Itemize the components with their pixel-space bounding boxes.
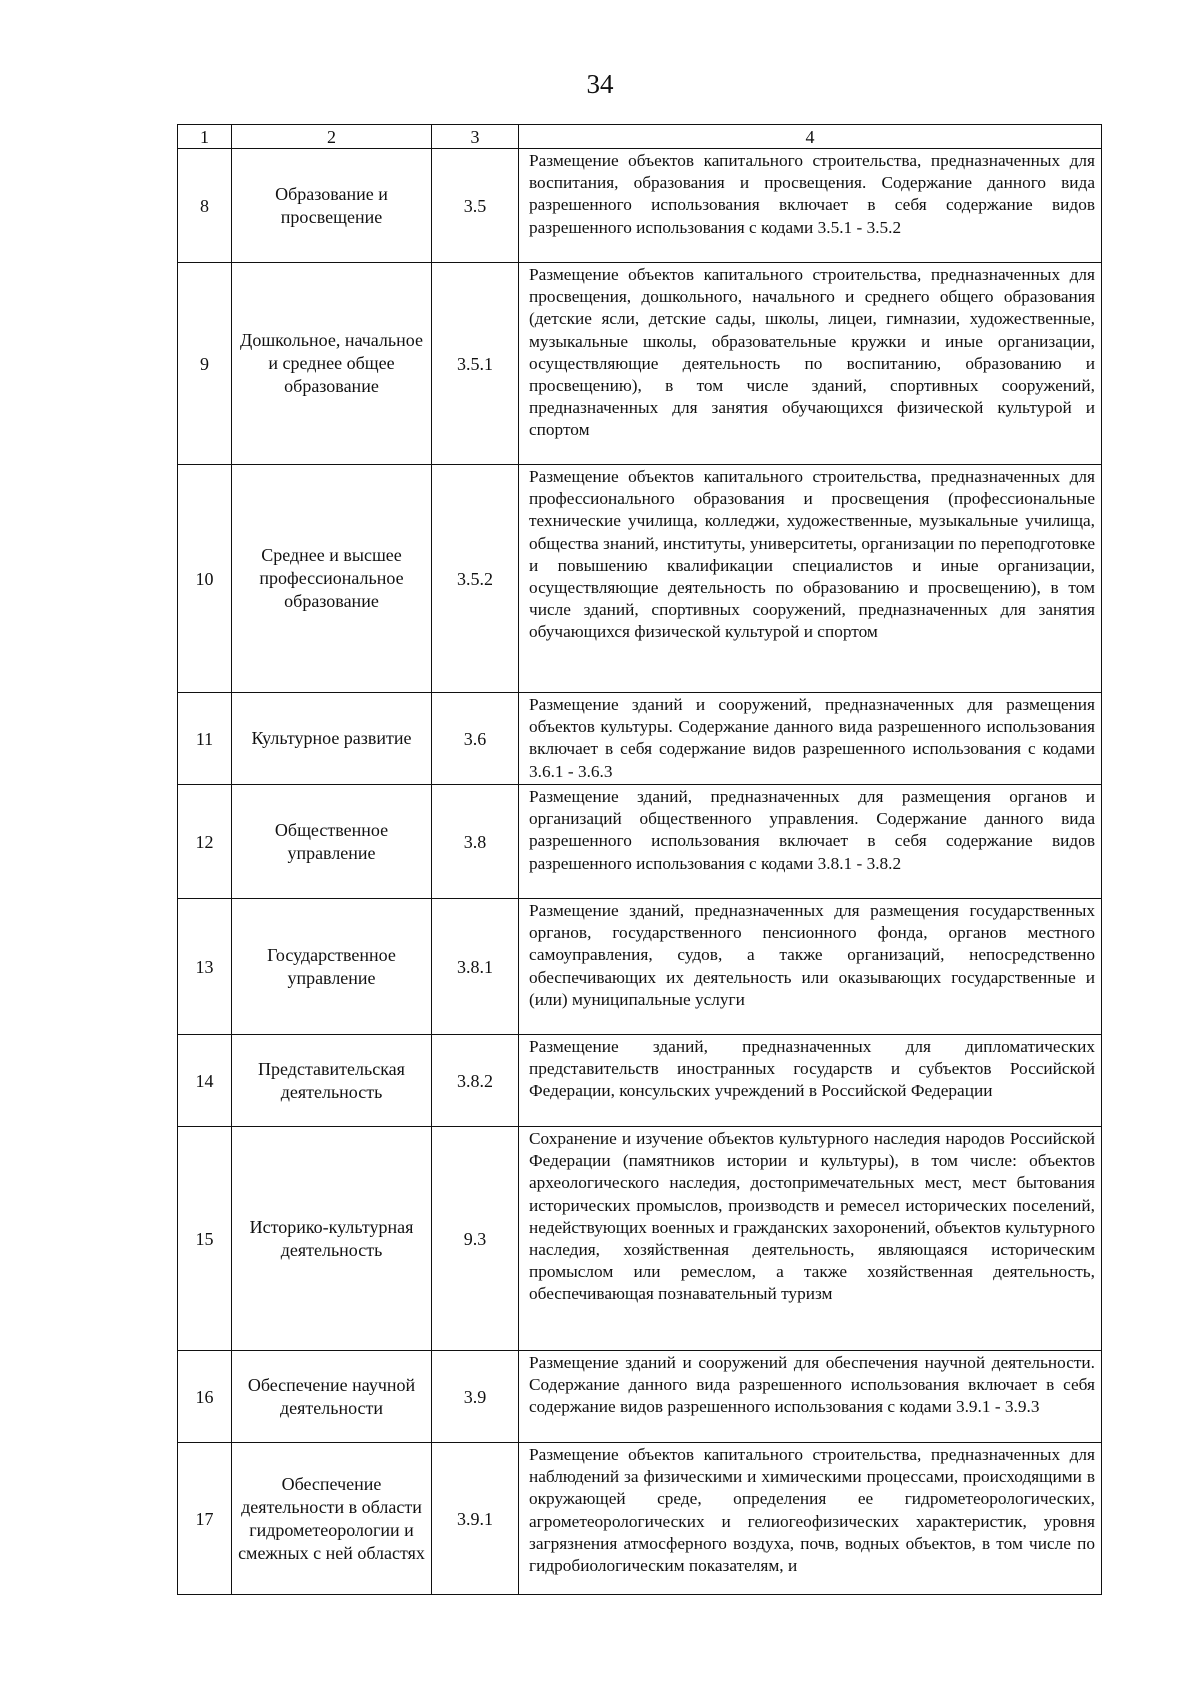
header-cell-2: 2	[232, 125, 432, 149]
land-use-code: 3.5	[432, 149, 519, 263]
land-use-code: 3.6	[432, 693, 519, 785]
table-row	[178, 785, 1102, 899]
header-cell-3: 3	[432, 125, 519, 149]
land-use-code: 3.8.2	[432, 1035, 519, 1127]
land-use-name: Обеспечение деятельности в области гидрометеорологии и смежных с ней областях	[232, 1443, 432, 1595]
land-use-name: Дошкольное, начальное и среднее общее образование	[232, 263, 432, 465]
row-number: 9	[178, 263, 232, 465]
row-number: 15	[178, 1127, 232, 1351]
land-use-name: Обеспечение научной деятельности	[232, 1351, 432, 1443]
land-use-description: Размещение объектов капитального строительства, предназначенных для просвещения, дошкольного, начального и среднего общего образования (детские ясли, детские сады, школы, лицеи, гимназии, художественные, музыкальные школы, образовательные кружки и иные организации, осуществляющие деятельность по воспитанию, образованию и просвещению), в том числе зданий, спортивных сооружений, предназначенных для занятия обучающихся физической культурой и спортом	[519, 263, 1102, 465]
land-use-description: Размещение объектов капитального строительства, предназначенных для воспитания, образования и просвещения. Содержание данного вида разрешенного использования включает в себя содержание видов разрешенного использования с кодами 3.5.1 - 3.5.2	[519, 149, 1102, 263]
row-number: 12	[178, 785, 232, 899]
land-use-description: Размещение объектов капитального строительства, предназначенных для наблюдений за физическими и химическими процессами, происходящими в окружающей среде, определения ее гидрометеорологических, агрометеорологических и гелиогеофизических характеристик, уровня загрязнения атмосферного воздуха, почв, водных объектов, в том числе по гидробиологическим показателям, и	[519, 1443, 1102, 1595]
table-row	[178, 1351, 1102, 1443]
land-use-code: 3.9.1	[432, 1443, 519, 1595]
row-number: 13	[178, 899, 232, 1035]
land-use-code: 3.8	[432, 785, 519, 899]
land-use-code: 3.5.1	[432, 263, 519, 465]
table-row	[178, 1127, 1102, 1351]
land-use-name: Общественное управление	[232, 785, 432, 899]
row-number: 14	[178, 1035, 232, 1127]
table-row	[178, 693, 1102, 785]
table-header-row	[178, 125, 1102, 149]
land-use-description: Размещение зданий и сооружений, предназначенных для размещения объектов культуры. Содержание данного вида разрешенного использования включает в себя содержание видов разрешенного использования с кодами 3.6.1 - 3.6.3	[519, 693, 1102, 785]
row-number: 11	[178, 693, 232, 785]
land-use-description: Размещение объектов капитального строительства, предназначенных для профессионального образования и просвещения (профессиональные технические училища, колледжи, художественные, музыкальные училища, общества знаний, институты, университеты, организации по переподготовке и повышению квалификации специалистов и иные организации, осуществляющие деятельность по образованию и просвещению), в том числе зданий, спортивных сооружений, предназначенных для занятия обучающихся физической культурой и спортом	[519, 465, 1102, 693]
land-use-description: Размещение зданий, предназначенных для размещения государственных органов, государственного пенсионного фонда, органов местного самоуправления, судов, а также организаций, непосредственно обеспечивающих их деятельность или оказывающих государственные и (или) муниципальные услуги	[519, 899, 1102, 1035]
land-use-description: Размещение зданий, предназначенных для дипломатических представительств иностранных государств и субъектов Российской Федерации, консульских учреждений в Российской Федерации	[519, 1035, 1102, 1127]
table-row	[178, 465, 1102, 693]
land-use-code: 3.8.1	[432, 899, 519, 1035]
row-number: 16	[178, 1351, 232, 1443]
land-use-name: Образование и просвещение	[232, 149, 432, 263]
land-use-name: Культурное развитие	[232, 693, 432, 785]
land-use-name: Среднее и высшее профессиональное образование	[232, 465, 432, 693]
row-number: 10	[178, 465, 232, 693]
row-number: 17	[178, 1443, 232, 1595]
header-cell-1: 1	[178, 125, 232, 149]
row-number: 8	[178, 149, 232, 263]
land-use-description: Размещение зданий и сооружений для обеспечения научной деятельности. Содержание данного вида разрешенного использования включает в себя содержание видов разрешенного использования с кодами 3.9.1 - 3.9.3	[519, 1351, 1102, 1443]
page-number: 34	[586, 69, 614, 99]
header-cell-4: 4	[519, 125, 1102, 149]
land-use-code: 9.3	[432, 1127, 519, 1351]
table-row	[178, 899, 1102, 1035]
land-use-name: Представительская деятельность	[232, 1035, 432, 1127]
land-use-description: Размещение зданий, предназначенных для размещения органов и организаций общественного управления. Содержание данного вида разрешенного использования включает в себя содержание видов разрешенного использования с кодами 3.8.1 - 3.8.2	[519, 785, 1102, 899]
table-row	[178, 1443, 1102, 1595]
land-use-name: Государственное управление	[232, 899, 432, 1035]
land-use-name: Историко-культурная деятельность	[232, 1127, 432, 1351]
table-row	[178, 149, 1102, 263]
land-use-code: 3.9	[432, 1351, 519, 1443]
table-row	[178, 263, 1102, 465]
land-use-description: Сохранение и изучение объектов культурного наследия народов Российской Федерации (памятников истории и культуры), в том числе: объектов археологического наследия, достопримечательных мест, мест бытования исторических промыслов, производств и ремесел исторических поселений, недействующих военных и гражданских захоронений, объектов культурного наследия, хозяйственная деятельность, являющаяся историческим промыслом или ремеслом, а также хозяйственная деятельность, обеспечивающая познавательный туризм	[519, 1127, 1102, 1351]
table-row	[178, 1035, 1102, 1127]
land-use-code: 3.5.2	[432, 465, 519, 693]
land-use-table	[177, 124, 1102, 1595]
